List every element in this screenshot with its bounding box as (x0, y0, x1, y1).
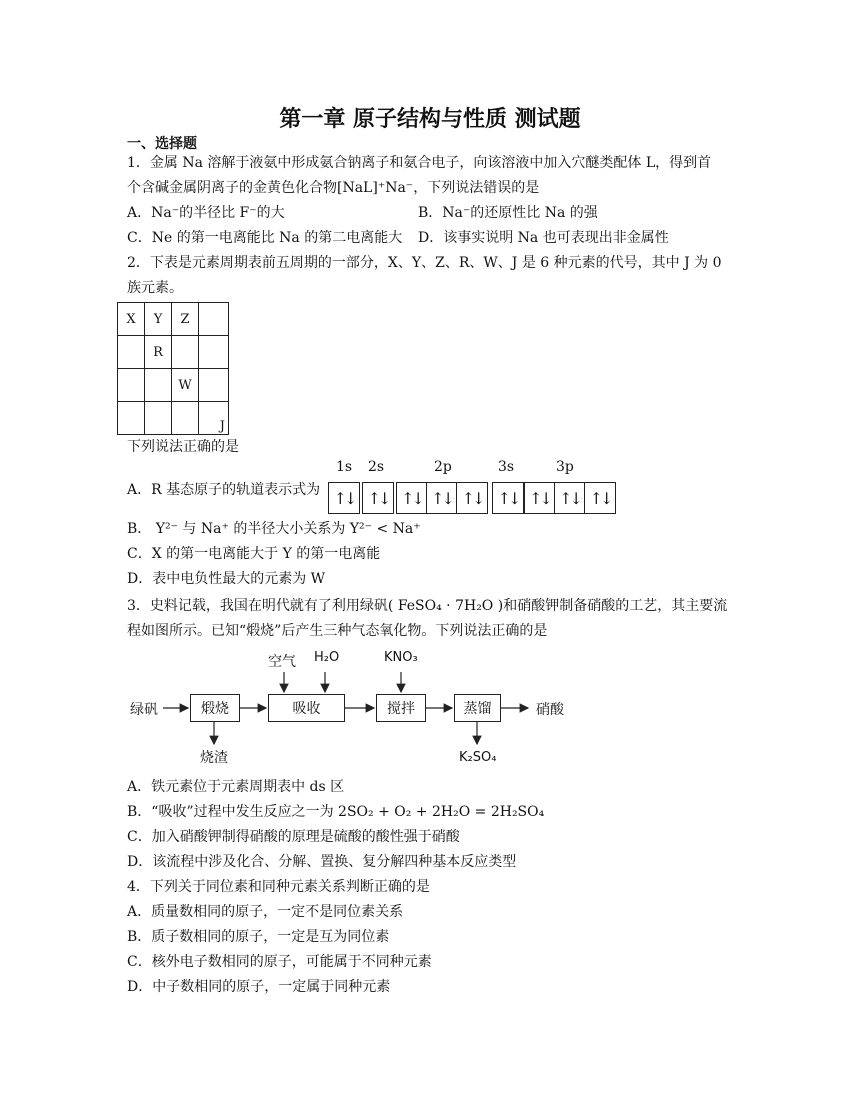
section-heading: 一、选择题 (127, 136, 197, 152)
q1-line2: 个含碱金属阴离子的金黄色化合物[NaL]⁺Na⁻，下列说法错误的是 (127, 180, 540, 196)
table-cell: W (172, 369, 199, 402)
q1-line1: 1．金属 Na 溶解于液氨中形成氨合钠离子和氨合电子，向该溶液中加入穴醚类配体 L，得到首 (127, 155, 712, 171)
table-cell: R (145, 336, 172, 369)
orbital-label-1s: 1s (336, 459, 353, 475)
orbital-box: ↑↓ (589, 488, 611, 508)
q3-option-a: A．铁元素位于元素周期表中 ds 区 (127, 779, 345, 795)
orbital-box: ↑↓ (333, 488, 355, 508)
q4-option-b: B．质子数相同的原子，一定是互为同位素 (127, 929, 390, 945)
q4-option-c: C．核外电子数相同的原子，可能属于不同种元素 (127, 954, 432, 970)
q2-prompt: 下列说法正确的是 (127, 439, 239, 455)
page-title: 第一章 原子结构与性质 测试题 (279, 107, 581, 132)
q1-option-b: B．Na⁻的还原性比 Na 的强 (418, 205, 598, 221)
q3-option-d: D．该流程中涉及化合、分解、置换、复分解四种基本反应类型 (127, 854, 517, 870)
orbital-label-3s: 3s (498, 459, 515, 475)
q2-option-b: B． Y²⁻ 与 Na⁺ 的半径大小关系为 Y²⁻ < Na⁺ (127, 521, 421, 537)
flow-step-stir: 搅拌 (376, 694, 426, 722)
flow-step-calcine: 煅烧 (190, 694, 240, 722)
q1-option-a: A．Na⁻的半径比 F⁻的大 (127, 205, 285, 221)
flow-input-label: 绿矾 (130, 702, 158, 718)
orbital-box: ↑↓ (397, 483, 427, 513)
orbital-label-2p: 2p (434, 459, 452, 475)
q2-line2: 族元素。 (127, 280, 183, 296)
flow-step-distill: 蒸馏 (454, 694, 501, 722)
flow-output-label: 硝酸 (536, 702, 564, 718)
flow-kno3-label: KNO₃ (384, 650, 418, 665)
q1-option-c: C．Ne 的第一电离能比 Na 的第二电离能大 (127, 230, 403, 246)
orbital-box: ↑↓ (367, 488, 389, 508)
orbital-label-3p: 3p (556, 459, 574, 475)
orbital-box: ↑↓ (555, 483, 585, 513)
table-cell: Y (145, 303, 172, 336)
flow-step-absorb: 吸收 (268, 694, 345, 722)
orbital-box: ↑↓ (525, 483, 555, 513)
q4-option-d: D．中子数相同的原子，一定属于同种元素 (127, 979, 391, 995)
q3-line2: 程如图所示。已知“煅烧”后产生三种气态氧化物。下列说法正确的是 (127, 623, 548, 639)
flow-k2so4-label: K₂SO₄ (459, 750, 497, 765)
q3-option-c: C．加入硝酸钾制得硝酸的原理是硫酸的酸性强于硝酸 (127, 829, 460, 845)
q2-option-d: D．表中电负性最大的元素为 W (127, 571, 326, 587)
table-cell: X (118, 303, 145, 336)
q4-stem: 4．下列关于同位素和同种元素关系判断正确的是 (127, 879, 430, 895)
orbital-box: ↑↓ (461, 488, 483, 508)
q2-line1: 2．下表是元素周期表前五周期的一部分，X、Y、Z、R、W、J 是 6 种元素的代号，其中 J 为 0 (127, 255, 722, 271)
flow-residue-label: 烧渣 (200, 750, 228, 766)
q2-option-a: A．R 基态原子的轨道表示式为 (127, 482, 321, 498)
q1-option-d: D．该事实说明 Na 也可表现出非金属性 (418, 230, 669, 246)
orbital-box: ↑↓ (497, 488, 519, 508)
q4-option-a: A．质量数相同的原子，一定不是同位素关系 (127, 904, 404, 920)
q3-line1: 3．史料记载，我国在明代就有了利用绿矾( FeSO₄ · 7H₂O )和硝酸钾制备硝酸的工艺，其主要流 (127, 598, 728, 614)
table-cell: J (199, 402, 229, 435)
flow-water-label: H₂O (314, 650, 340, 665)
q2-option-c: C．X 的第一电离能大于 Y 的第一电离能 (127, 546, 381, 562)
orbital-box: ↑↓ (427, 483, 457, 513)
flow-air-label: 空气 (268, 654, 296, 670)
q3-option-b: B．“吸收”过程中发生反应之一为 2SO₂ + O₂ + 2H₂O = 2H₂SO₄ (127, 804, 545, 820)
orbital-label-2s: 2s (368, 459, 385, 475)
table-cell: Z (172, 303, 199, 336)
